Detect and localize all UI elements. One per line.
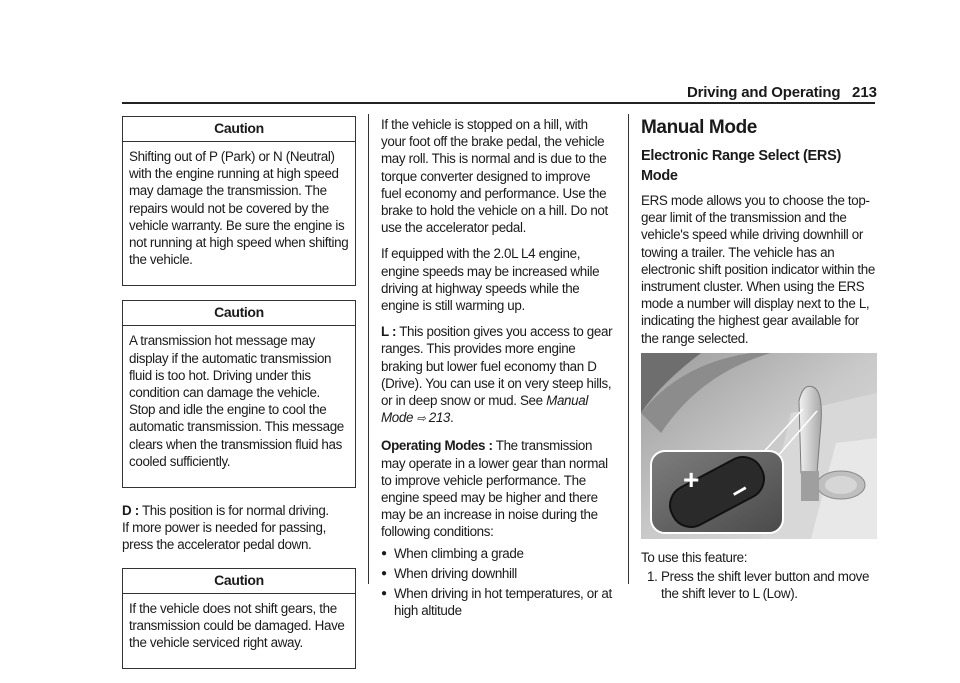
steps-list <box>641 568 877 602</box>
operating-modes-paragraph <box>381 437 613 540</box>
hill-paragraph: If the vehicle is stopped on a hill, with your foot off the brake pedal, the vehicle may roll. This is normal and is due to the torque converter designed to improve fuel economy and performance. Use the brake to hold the vehicle on a hill. Do not use the accelerator pedal. <box>381 117 608 236</box>
list-item: ● When driving downhill <box>381 565 613 582</box>
low-term: L : <box>381 324 397 340</box>
step-text: Press the shift lever button and move the shift lever to L (Low). <box>661 569 870 602</box>
column-left <box>122 116 356 683</box>
operating-modes-text: The transmission may operate in a lower gear than normal to improve vehicle performance. The engine speed may be higher and there may be an increase in noise during the following conditions: <box>381 438 608 540</box>
section-title: Manual Mode <box>641 117 757 138</box>
manual-mode-link-text: Manual Mode <box>381 393 588 426</box>
caution-text: Shifting out of P (Park) or N (Neutral) with the engine running at high speed may damage the transmission. The repairs would not be covered by the vehicle warranty. Be sure the engine is not running at high speed when shifting the vehicle. <box>129 149 349 268</box>
header-divider <box>122 102 875 104</box>
caution-text: If the vehicle does not shift gears, the transmission could be damaged. Have the vehicle serviced right away. <box>129 600 345 651</box>
drive-paragraph <box>122 502 356 519</box>
manual-mode-link-page: 213 <box>428 410 451 426</box>
caution-box-no-shift <box>122 568 356 670</box>
column-divider-1 <box>368 114 369 584</box>
shift-lever-figure <box>641 353 877 539</box>
ers-paragraph: ERS mode allows you to choose the top-gear limit of the transmission and the vehicle's speed while driving downhill or towing a trailer. The vehicle has an electronic shift position indicator within the instrument cluster. When using the ERS mode a number will display next to the L, indicating the highest gear available for the range selected. <box>641 193 875 346</box>
caution-box-transmission-hot <box>122 300 356 488</box>
low-text: This position gives you access to gear ranges. This provides more engine braking but lower fuel economy than D (Drive). You can use it on very steep hills, or in deep snow or mud. See <box>381 324 613 409</box>
subsection-title: Electronic Range Select (ERS) Mode <box>641 148 841 184</box>
conditions-list <box>381 545 613 620</box>
step-number: 1. <box>647 569 658 585</box>
drive-text: This position is for normal driving. <box>141 503 329 519</box>
feature-intro: To use this feature: <box>641 549 748 565</box>
low-end: . <box>450 410 454 426</box>
drive-term: D : <box>122 503 139 519</box>
list-item: ● When driving in hot temperatures, or at high altitude <box>381 585 613 619</box>
page-number: 213 <box>852 84 878 101</box>
engine-speed-paragraph: If equipped with the 2.0L L4 engine, engine speeds may be increased while driving at highway speeds while the engine is still warming up. <box>381 246 600 314</box>
plus-icon: + <box>683 463 700 495</box>
caution-title: Caution <box>123 303 355 326</box>
operating-modes-term: Operating Modes : <box>381 438 493 454</box>
list-item: ● When climbing a grade <box>381 545 613 562</box>
list-item <box>641 568 877 602</box>
column-middle <box>381 116 613 622</box>
column-right <box>641 116 877 602</box>
column-divider-2 <box>628 114 629 584</box>
page-ref-arrow-icon: ⇨ <box>416 413 426 426</box>
drive-paragraph-2: If more power is needed for passing, press the accelerator pedal down. <box>122 520 326 553</box>
caution-box-high-speed-shift <box>122 116 356 286</box>
minus-icon: – <box>724 472 753 507</box>
caution-title: Caution <box>123 571 355 594</box>
low-paragraph <box>381 323 613 428</box>
caution-text: A transmission hot message may display if the automatic transmission fluid is too hot. Driving under this condition can damage the vehicle. Stop and idle the engine to cool the automatic transmission. This message clears when the transmission fluid has cooled sufficiently. <box>129 333 344 469</box>
shift-lever-illustration <box>641 353 877 539</box>
caution-title: Caution <box>123 119 355 142</box>
running-header-section: Driving and Operating <box>687 84 841 101</box>
